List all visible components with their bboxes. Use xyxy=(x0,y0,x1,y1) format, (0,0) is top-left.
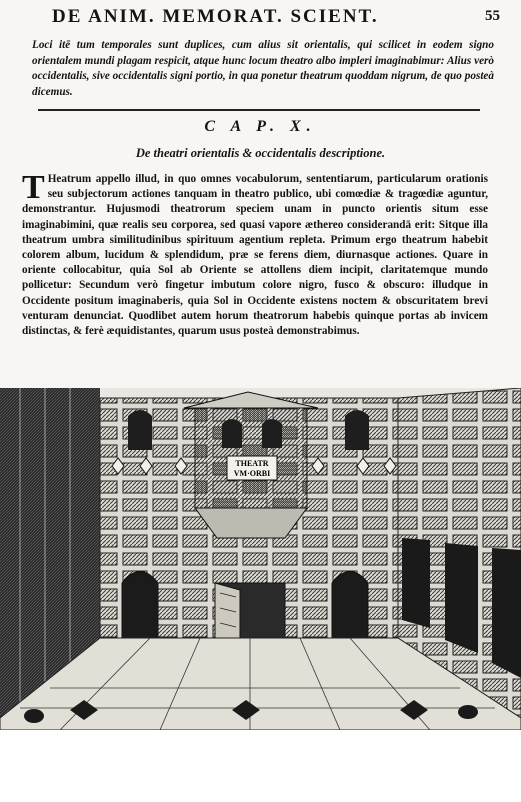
section-rule xyxy=(38,109,480,111)
intro-paragraph: Loci itē tum temporales sunt duplices, cum alius sit orientalis, qui scilicet in eodem signo orientalem mundi plagam respicit, atque hunc locum theatro albo impleri imaginabimur: Alius verò occidentalis, sive occidentalis signi portio, in qua ponetur theatrum quoddam nigrum, de quo posteà dicemus. xyxy=(32,39,494,98)
central-tower xyxy=(184,392,318,538)
sign-line-1: THEATR xyxy=(235,459,269,468)
engraving-illustration xyxy=(0,388,521,730)
chapter-heading: C A P. X. xyxy=(204,118,317,135)
running-head: DE ANIM. MEMORAT. SCIENT. xyxy=(52,6,379,27)
body-text: Heatrum appello illud, in quo omnes vocabulorum, sententiarum, particularum orationis seu subjectorum actiones tanquam in theatro publico, ubi comœdiæ & tragœdiæ aguntur, demonstrantur. Hujusmodi theatrorum speciem unam in puncto orientis situm esse imaginabimini, quæ realis seu corporea, sed quasi vapore æthereo considerandā erit: Sitque illa theatrum umbra similitudinibus spirituum agentium repleta. Primum ergo theatrum habebit colorem album, lucidum & splendidum, præ se ferens diem, diurnasque actiones. Quare in oriente collocabitur, quia Sol ab Oriente se attollens diem incipit, claritatemque mundo pollicetur: Secundum verò fingetur imbutum colore nigro, fusco & obscuro: illudque in Occidente positum imaginaberis, quia Sol in Occidente existens noctem & obscuritatem brevi venturam denunciat. Quodlibet autem horum theatrorum habebis quinque portas ab invicem distinctas, & ferè æquidistantes, quarum usus posteà demonstrabimus. xyxy=(22,173,488,338)
chapter-title: De theatri orientalis & occidentalis descriptione. xyxy=(135,146,386,160)
drop-capital: T xyxy=(22,169,45,206)
sign-line-2: VM·ORBI xyxy=(233,469,271,478)
page-number: 55 xyxy=(485,8,500,24)
body-paragraph xyxy=(22,169,488,339)
theatre-engraving xyxy=(0,388,521,730)
page-header xyxy=(30,6,500,34)
